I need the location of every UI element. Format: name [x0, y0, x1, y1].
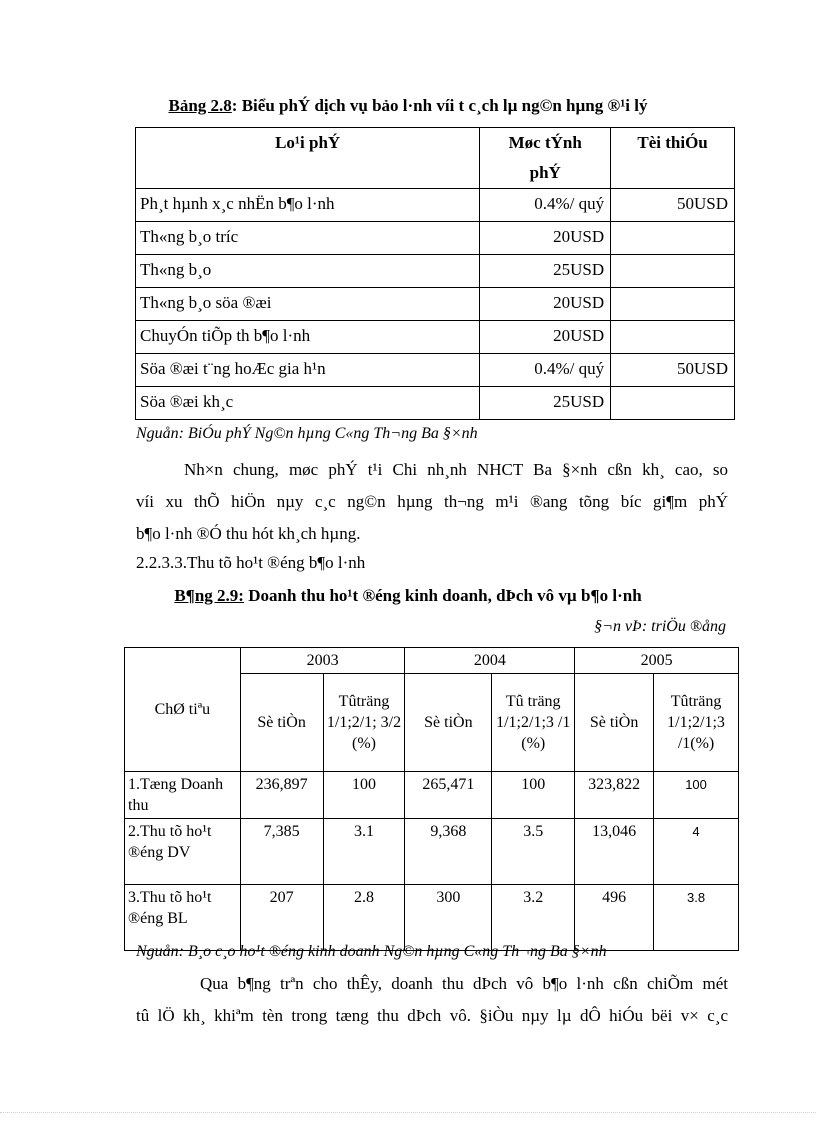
table-row [136, 189, 735, 222]
amount-cell: 323,822 [575, 772, 654, 819]
fee-rate: 20USD [480, 321, 611, 354]
fee-min: 50USD [611, 189, 735, 222]
table-row [136, 354, 735, 387]
table1-caption-label: Bảng 2.8 [168, 96, 232, 115]
table2-caption [0, 586, 816, 606]
paragraph-line: Qua b¶ng trªn cho thÊy, doanh thu dÞch vô b¶o l·nh cßn chiÕm mét [200, 974, 728, 993]
amount-cell: 236,897 [240, 772, 323, 819]
amount-cell: 207 [240, 885, 323, 951]
revenue-table [124, 647, 739, 951]
table2-unit: §¬n vÞ: triÖu ®ång [594, 618, 726, 635]
fee-min [611, 288, 735, 321]
table1-source: Nguån: BiÓu phÝ Ng©n hµng C«ng Th¬ng Ba §×nh [136, 425, 478, 442]
fee-type: Ph¸t hµnh x¸c nhËn b¶o l·nh [136, 189, 480, 222]
header-ratio: Tûträng 1/1;2/1; 3/2 (%) [323, 674, 405, 772]
table2-source: Nguån: B¸o c¸o ho¹t ®éng kinh doanh Ng©n hµng C«ng Th¬ng Ba §×nh [136, 943, 607, 960]
header-year-2004: 2004 [405, 648, 575, 674]
header-ratio: Tûträng 1/1;2/1;3 /1(%) [654, 674, 739, 772]
fee-rate: 0.4%/ quý [480, 189, 611, 222]
fee-type: ChuyÓn tiÕp th b¶o l·nh [136, 321, 480, 354]
ratio-cell: 3.2 [492, 885, 575, 951]
ratio-cell: 3.1 [323, 819, 405, 885]
table1-caption [0, 96, 816, 116]
fee-type: Söa ®æi kh¸c [136, 387, 480, 420]
fee-rate: 25USD [480, 255, 611, 288]
fee-min [611, 387, 735, 420]
fee-min [611, 222, 735, 255]
paragraph-line: víi xu thÕ hiÖn nµy c¸c ng©n hµng th¬ng m¹i ®ang tõng bíc gi¶m phÝ [136, 492, 728, 511]
fee-rate: 20USD [480, 222, 611, 255]
header-fee-rate-line1: Møc tÝnh [508, 133, 582, 152]
ratio-cell: 3.5 [492, 819, 575, 885]
paragraph-line: tû lÖ kh¸ khiªm tèn trong tæng thu dÞch vô. §iÒu nµy lµ dÔ hiÓu bëi v× c¸c [136, 1006, 728, 1025]
fee-type: Söa ®æi t¨ng hoÆc gia h¹n [136, 354, 480, 387]
paragraph-line: b¶o l·nh ®Ó thu hót kh¸ch hµng. [136, 524, 361, 543]
indicator-name: 3.Thu tõ ho¹t ®éng BL [125, 885, 241, 951]
fee-rate: 0.4%/ quý [480, 354, 611, 387]
paragraph-line: Nh×n chung, møc phÝ t¹i Chi nh¸nh NHCT Ba §×nh cßn kh¸ cao, so [184, 460, 728, 479]
ratio-cell: 100 [654, 772, 739, 819]
table-row [136, 288, 735, 321]
amount-cell: 13,046 [575, 819, 654, 885]
header-amount: Sè tiÒn [575, 674, 654, 772]
paragraph-1 [136, 454, 728, 550]
header-ratio: Tû träng 1/1;2/1;3 /1 (%) [492, 674, 575, 772]
fee-min: 50USD [611, 354, 735, 387]
fee-table [135, 127, 735, 420]
header-fee-rate [480, 128, 611, 189]
table-row [125, 819, 739, 885]
amount-cell: 265,471 [405, 772, 492, 819]
table2-caption-text: Doanh thu ho¹t ®éng kinh doanh, dÞch vô vµ b¶o l·nh [243, 586, 642, 605]
fee-min [611, 255, 735, 288]
indicator-name: 2.Thu tõ ho¹t ®éng DV [125, 819, 241, 885]
amount-cell: 9,368 [405, 819, 492, 885]
amount-cell: 7,385 [240, 819, 323, 885]
ratio-cell: 3.8 [654, 885, 739, 951]
revenue-table-year-row [125, 648, 739, 674]
fee-table-header [136, 128, 735, 189]
fee-type: Th«ng b¸o söa ®æi [136, 288, 480, 321]
table-row [136, 321, 735, 354]
header-amount: Sè tiÒn [240, 674, 323, 772]
header-indicator: ChØ tiªu [125, 648, 241, 772]
header-min-fee: Tèi thiÓu [611, 128, 735, 189]
fee-type: Th«ng b¸o tríc [136, 222, 480, 255]
fee-type: Th«ng b¸o [136, 255, 480, 288]
table-row [125, 772, 739, 819]
page-bottom-divider [0, 1112, 816, 1113]
indicator-name: 1.Tæng Doanh thu [125, 772, 241, 819]
fee-rate: 20USD [480, 288, 611, 321]
table-row [136, 255, 735, 288]
header-fee-rate-line2: phÝ [529, 163, 561, 182]
header-year-2005: 2005 [575, 648, 739, 674]
ratio-cell: 100 [323, 772, 405, 819]
ratio-cell: 4 [654, 819, 739, 885]
fee-rate: 25USD [480, 387, 611, 420]
amount-cell: 496 [575, 885, 654, 951]
table-row [136, 387, 735, 420]
paragraph-2 [136, 968, 728, 1032]
header-fee-type: Lo¹i phÝ [136, 128, 480, 189]
table2-caption-label: B¶ng 2.9: [174, 586, 244, 605]
section-heading: 2.2.3.3.Thu tõ ho¹t ®éng b¶o l·nh [136, 553, 366, 572]
table1-caption-text: : Biểu phÝ dịch vụ bảo l·nh víi t c¸ch lµ ng©n hµng ®¹i lý [231, 96, 648, 115]
header-amount: Sè tiÒn [405, 674, 492, 772]
ratio-cell: 100 [492, 772, 575, 819]
fee-min [611, 321, 735, 354]
table-row [125, 885, 739, 951]
header-year-2003: 2003 [240, 648, 405, 674]
table-row [136, 222, 735, 255]
ratio-cell: 2.8 [323, 885, 405, 951]
amount-cell: 300 [405, 885, 492, 951]
